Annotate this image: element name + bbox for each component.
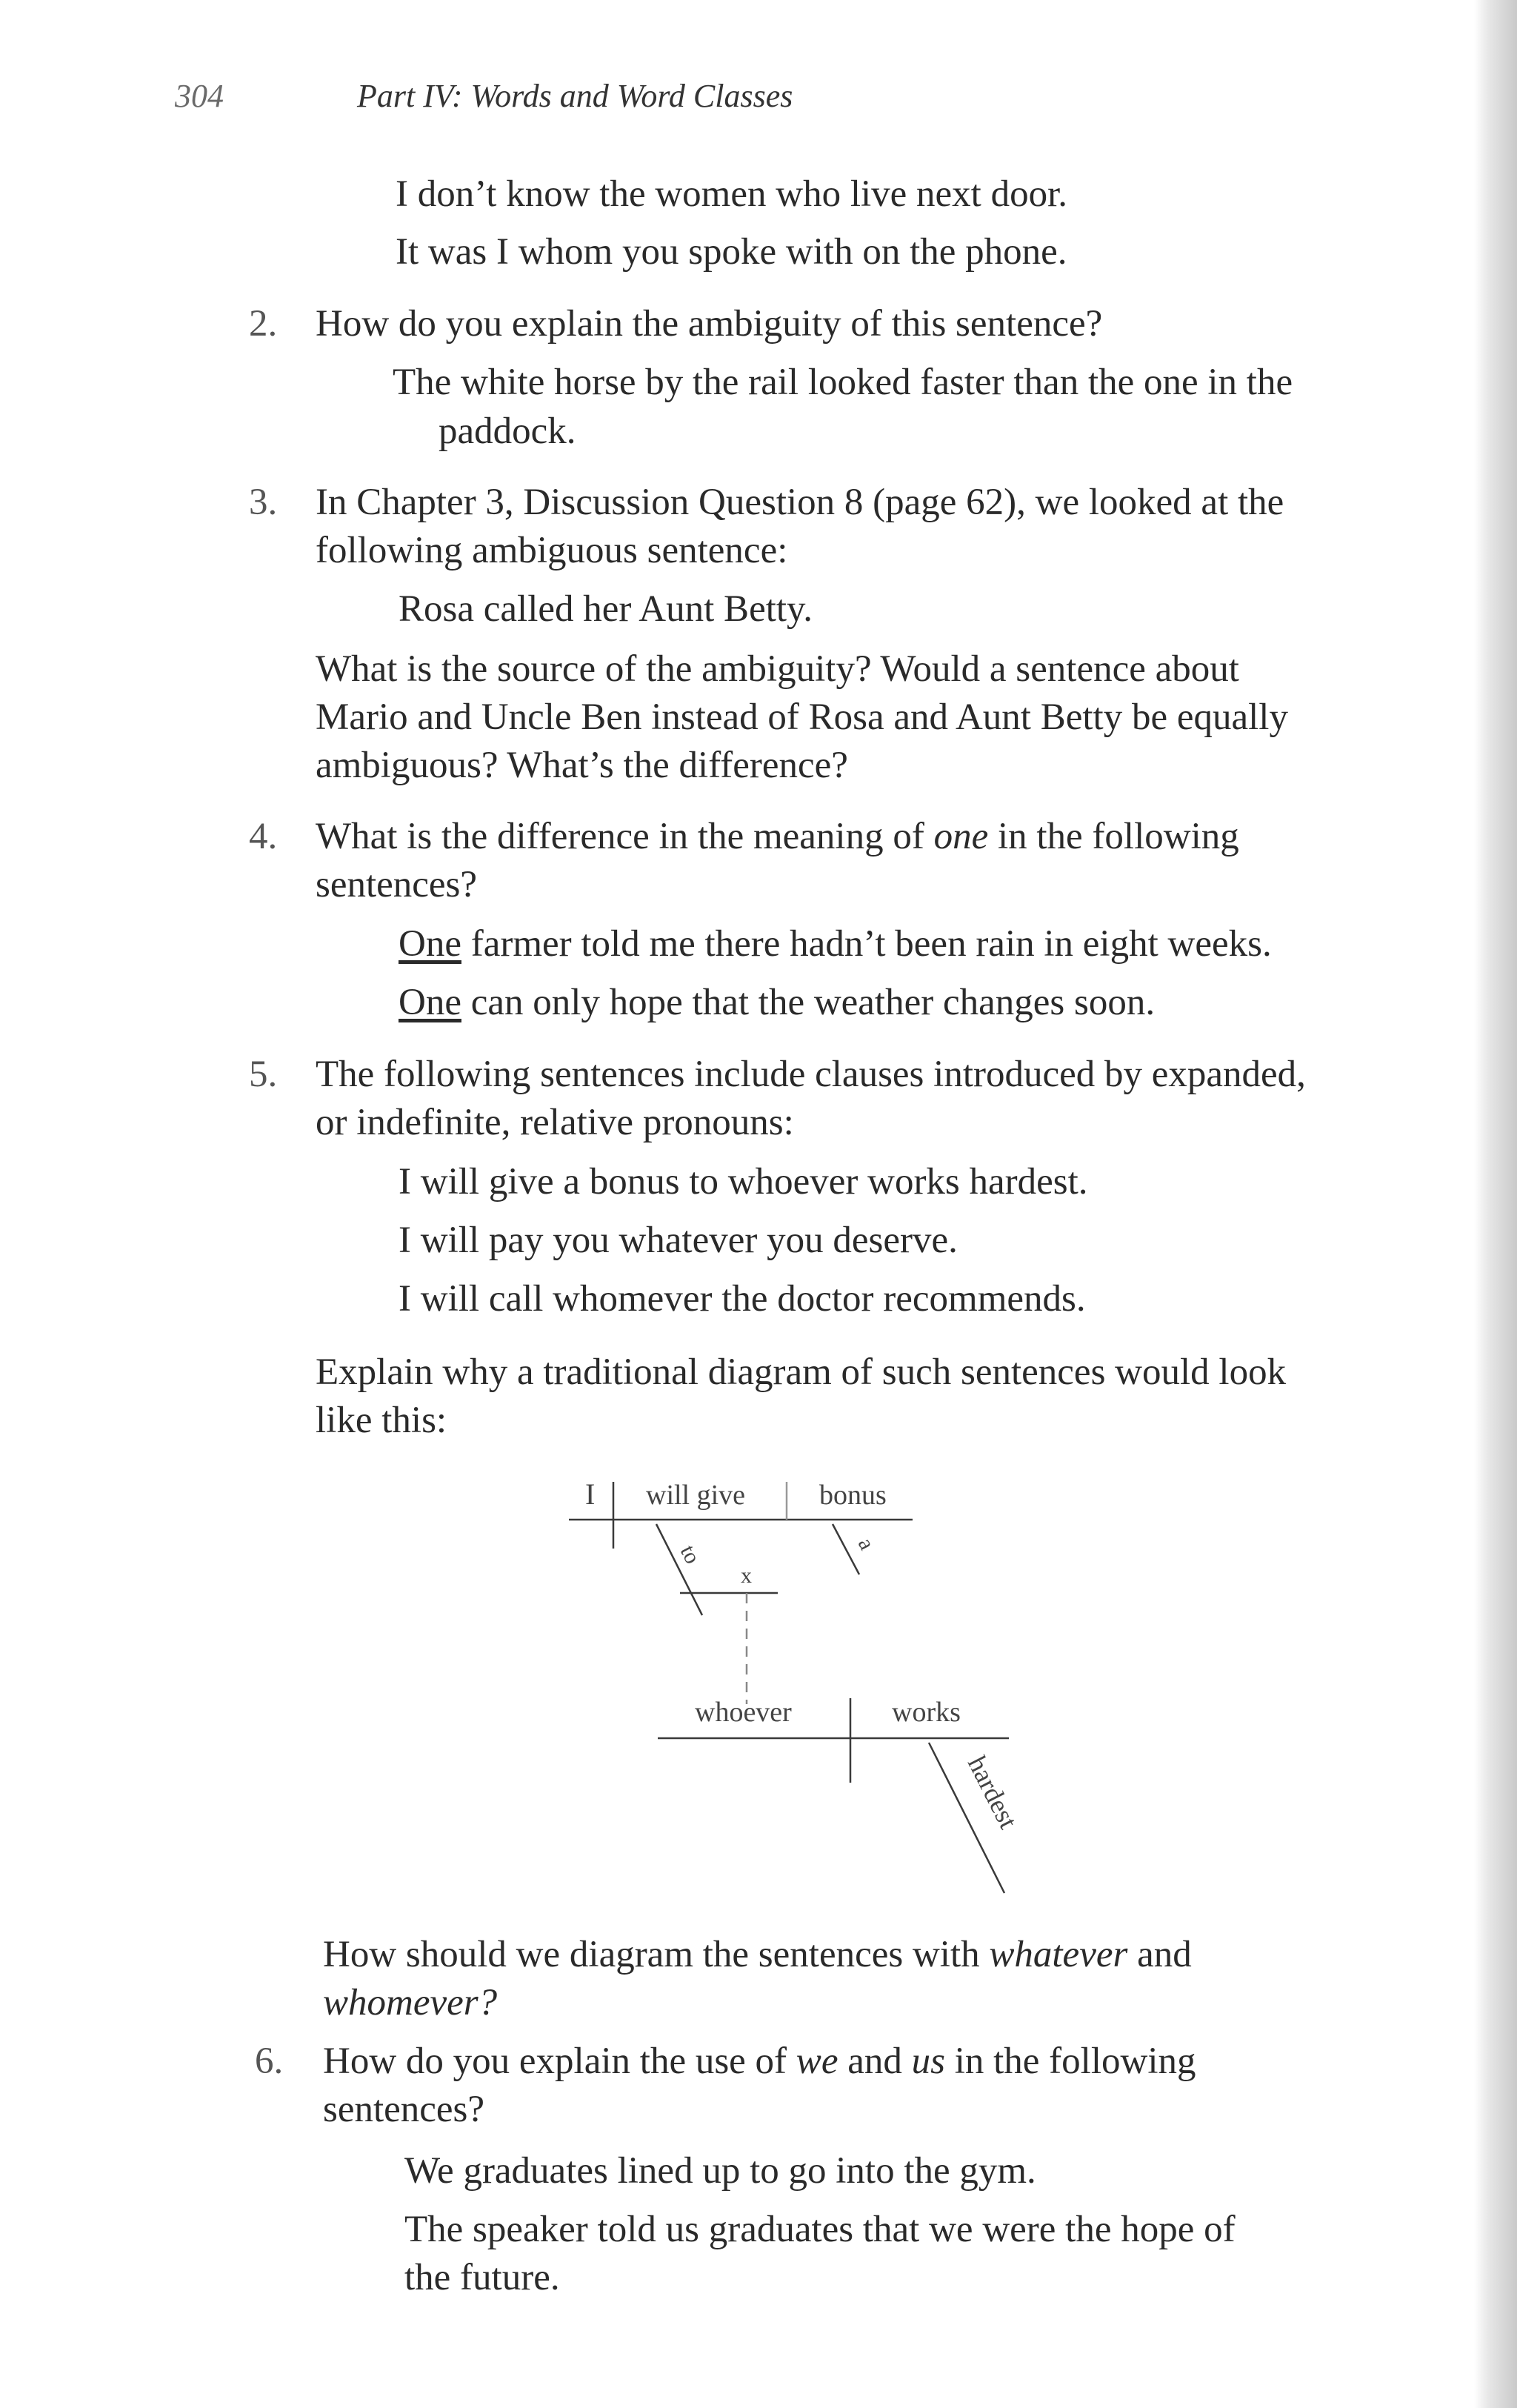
q5-example-1: I will give a bonus to whoever works hardest.: [399, 1161, 1088, 1203]
q4-example-1-underlined: One: [399, 923, 461, 965]
page-number: 304: [175, 78, 224, 114]
q4-example-2-underlined: One: [399, 982, 461, 1023]
q4-prompt-line-2: sentences?: [316, 864, 478, 905]
q4-prompt-post: in the following: [988, 816, 1239, 857]
diagram-object: bonus: [819, 1480, 887, 1511]
q6-prompt-pre: How do you explain the use of: [323, 2041, 796, 2082]
q6-example-1: We graduates lined up to go into the gym.: [404, 2150, 1036, 2192]
q6-prompt-line-2: sentences?: [323, 2089, 485, 2130]
intro-sentence-1: I don’t know the women who live next door.: [396, 173, 1068, 215]
q6-prompt-post: in the following: [944, 2041, 1196, 2082]
diagram-subject: I: [585, 1477, 596, 1511]
diagram-prep: to: [675, 1541, 705, 1568]
diagram-modifier: hardest: [961, 1751, 1024, 1834]
intro-sentence-2: It was I whom you spoke with on the phone.: [396, 231, 1067, 273]
diagram-clause-verb: works: [892, 1697, 961, 1728]
q5-example-3: I will call whomever the doctor recommends.: [399, 1278, 1086, 1320]
q2-example-line-1: The white horse by the rail looked faster than the one in the: [393, 362, 1293, 403]
q4-example-1-rest: farmer told me there hadn’t been rain in eight weeks.: [461, 923, 1272, 965]
diagram-verb: will give: [646, 1480, 746, 1511]
q3-follow-line-1: What is the source of the ambiguity? Would a sentence about: [316, 648, 1239, 690]
q5-prompt-line-2: or indefinite, relative pronouns:: [316, 1102, 794, 1143]
question-number-3: 3.: [249, 482, 278, 523]
q5-after-line-2: [323, 1979, 497, 2026]
q4-prompt-em: one: [933, 816, 989, 857]
q3-follow-line-3: ambiguous? What’s the difference?: [316, 745, 848, 786]
q5-explain-line-1: Explain why a traditional diagram of such sentences would look: [316, 1351, 1287, 1393]
diagram-article: a: [853, 1534, 880, 1554]
q5-example-2: I will pay you whatever you deserve.: [399, 1220, 958, 1261]
q6-prompt-em2: us: [911, 2041, 945, 2082]
q2-prompt: How do you explain the ambiguity of this sentence?: [316, 303, 1103, 345]
question-number-6: 6.: [255, 2041, 284, 2082]
q5-explain-line-2: like this:: [316, 1400, 447, 1441]
q5-after-line-1: [323, 1931, 1192, 1978]
running-head: Part IV: Words and Word Classes: [357, 78, 793, 114]
diagram-article-slant: [833, 1524, 859, 1574]
q6-example-2-line-1: The speaker told us graduates that we were the hope of: [404, 2209, 1236, 2250]
q3-prompt-line-1: In Chapter 3, Discussion Question 8 (page 62), we looked at the: [316, 482, 1284, 523]
q6-prompt-line-1: [323, 2038, 1196, 2085]
question-number-2: 2.: [249, 303, 278, 345]
q6-example-2-line-2: the future.: [404, 2257, 560, 2298]
diagram-clause-subject: whoever: [695, 1697, 792, 1728]
question-number-4: 4.: [249, 816, 278, 857]
diagram-prep-slant: [656, 1524, 702, 1615]
q5-after-mid: and: [1127, 1934, 1192, 1975]
q3-follow-line-2: Mario and Uncle Ben instead of Rosa and Aunt Betty be equally: [316, 696, 1288, 738]
q6-prompt-mid: and: [838, 2041, 912, 2082]
q3-example: Rosa called her Aunt Betty.: [399, 588, 813, 630]
q5-after-em1: whatever: [989, 1934, 1128, 1975]
q2-example-line-2: paddock.: [439, 410, 576, 452]
q5-prompt-line-1: The following sentences include clauses introduced by expanded,: [316, 1054, 1306, 1095]
q5-after-em2: whomever?: [323, 1982, 498, 2023]
q3-prompt-line-2: following ambiguous sentence:: [316, 530, 788, 571]
q6-prompt-em1: we: [796, 2041, 838, 2082]
diagram-placeholder: x: [741, 1563, 752, 1588]
question-number-5: 5.: [249, 1054, 278, 1095]
q4-prompt-pre: What is the difference in the meaning of: [316, 816, 934, 857]
q4-example-2-rest: can only hope that the weather changes soon.: [461, 982, 1156, 1023]
q5-after-pre: How should we diagram the sentences with: [323, 1934, 990, 1975]
